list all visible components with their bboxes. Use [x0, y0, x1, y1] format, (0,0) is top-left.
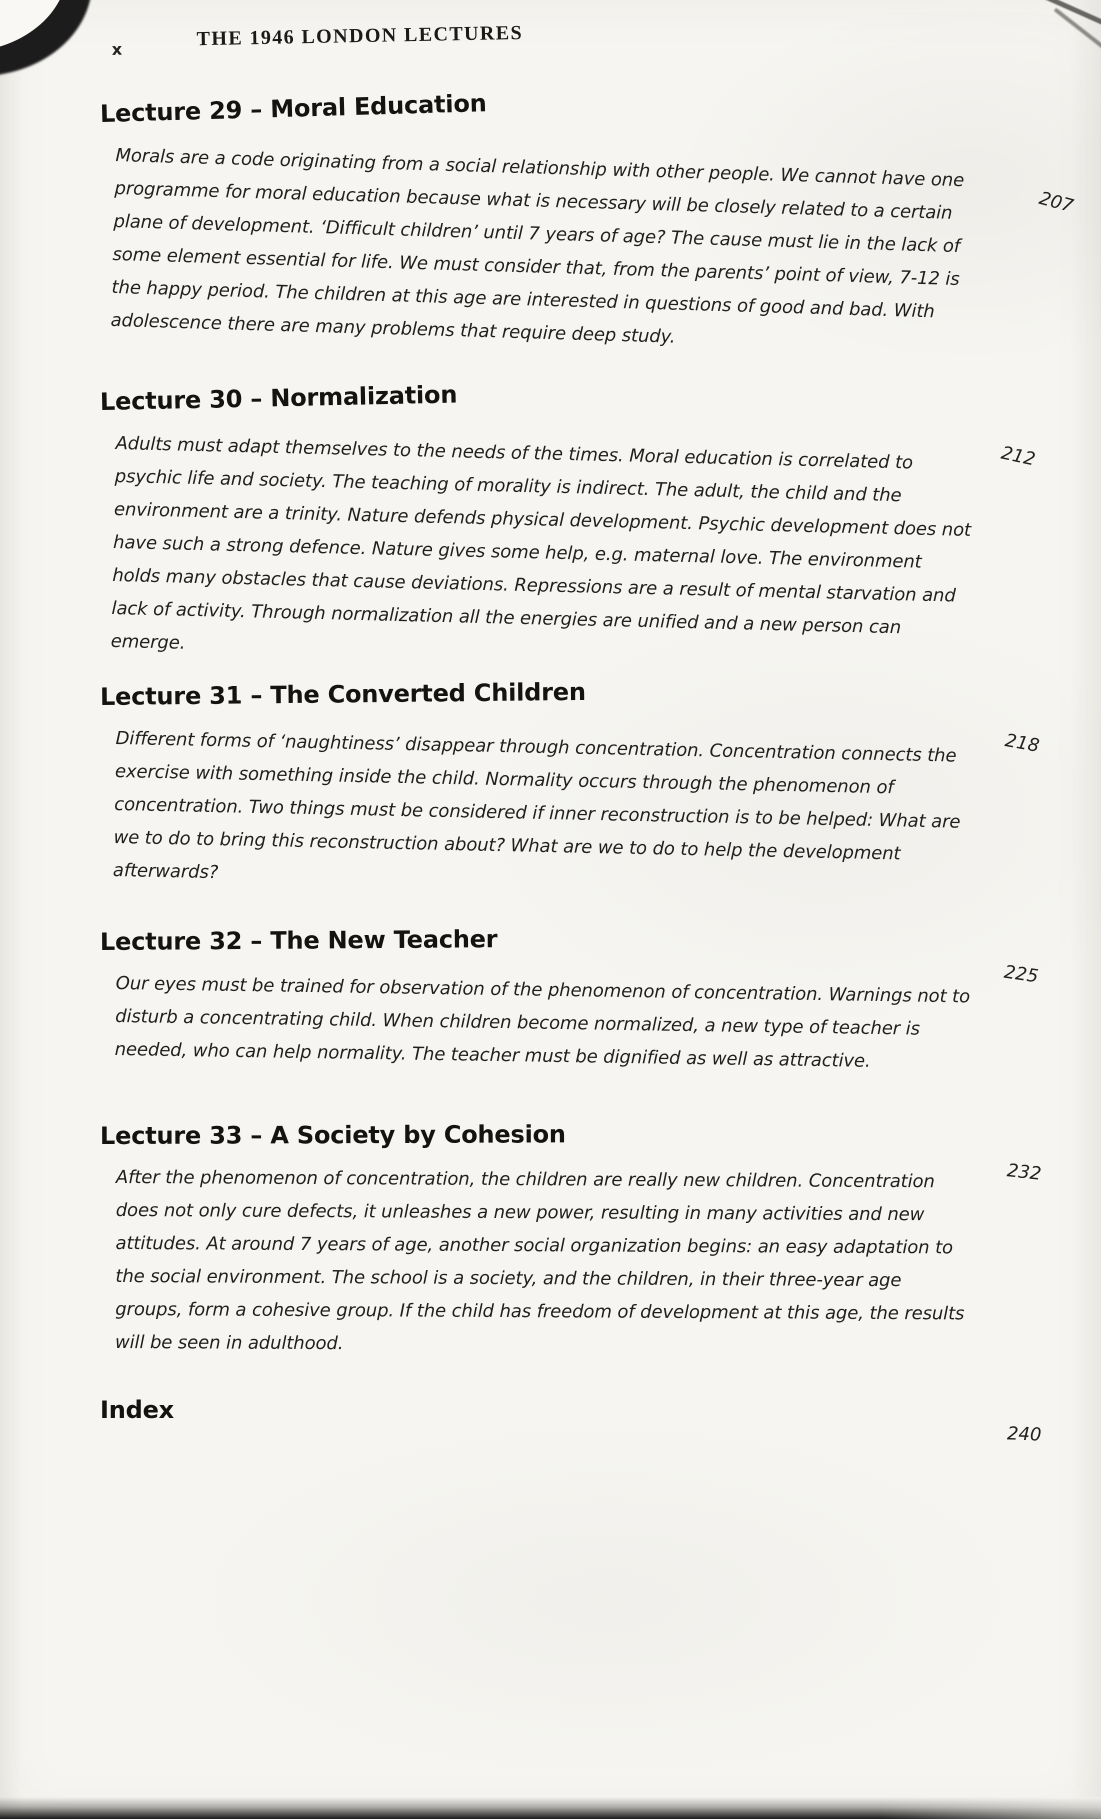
entry-title: Lecture 29 – Moral Education [99, 89, 487, 128]
running-title: THE 1946 LONDON LECTURES [196, 21, 524, 51]
scan-shadow-bottom-fade [881, 1797, 1101, 1819]
entry-title: Lecture 33 – A Society by Cohesion [99, 1120, 566, 1150]
toc-entry-lecture-33 [100, 1122, 1075, 1359]
entry-page-number: 240 [1006, 1423, 1042, 1446]
entry-page-number: 232 [1005, 1160, 1043, 1185]
entry-title: Index [100, 1396, 174, 1424]
toc-entry-lecture-29 [99, 89, 1076, 348]
entry-page-number: 212 [998, 442, 1037, 471]
entry-summary: Our eyes must be trained for observation of the phenomenon of concentration. Warnings not to disturb a concentrating child. When children become normalized, a new type of teacher is needed, who can help normality. The teacher must be dignified as well as attractive. [114, 972, 971, 1072]
entry-title: Lecture 31 – The Converted Children [99, 677, 586, 711]
toc-entry-lecture-32 [99, 925, 1075, 1072]
entry-title: Lecture 32 – The New Teacher [99, 925, 498, 956]
entry-summary: Morals are a code originating from a social relationship with other people. We cannot have one programme for moral education because what is necessary will be closely related to a certain plane of development. ‘Difficult children’ until 7 years of age? The cause must lie in the lack of some element essential for life. We must consider that, from the parents’ point of view, 7-12 is the happy period. The children at this age are interested in questions of good and bad. With adolescence there are many problems that require deep study. [110, 144, 965, 348]
entry-summary: Different forms of ‘naughtiness’ disappear through concentration. Concentration connects the exercise with something inside the child. Normality occurs through the phenomenon of concentration. Two things must be considered if inner reconstruction is to be helped: What are we to do to bring this reconstruction about? What are we to do to help the development afterwards? [112, 727, 961, 884]
entry-summary: After the phenomenon of concentration, the children are really new children. Concentration does not only cure defects, it unleashes a new power, resulting in many activities and new attitudes. At around 7 years of age, another social organization begins: an easy adaptation to the social environment. The school is a society, and the children, in their three-year age groups, form a cohesive group. If the child has freedom of development at this age, the results will be seen in adulthood. [114, 1166, 965, 1355]
toc-entry-lecture-31 [99, 677, 1075, 887]
toc-entry-index [100, 1396, 1075, 1446]
entry-page-number: 225 [1002, 961, 1040, 988]
toc-entry-lecture-30 [99, 380, 1075, 658]
entry-summary: Adults must adapt themselves to the needs of the times. Moral education is correlated to psychic life and society. The teaching of morality is indirect. The adult, the child and the environment are a trinity. Nature defends physical development. Psychic development does not have such a strong defence. Nature gives some help, e.g. maternal love. The environment holds many obstacles that cause deviations. Repressions are a result of mental starvation and lack of activity. Through normalization all the energies are unified and a new person can emerge. [110, 432, 972, 654]
entry-title: Lecture 30 – Normalization [99, 380, 458, 416]
entry-page-number: 218 [1003, 730, 1041, 757]
entry-page-number: 207 [1036, 187, 1076, 218]
page-folio: x [111, 39, 123, 59]
